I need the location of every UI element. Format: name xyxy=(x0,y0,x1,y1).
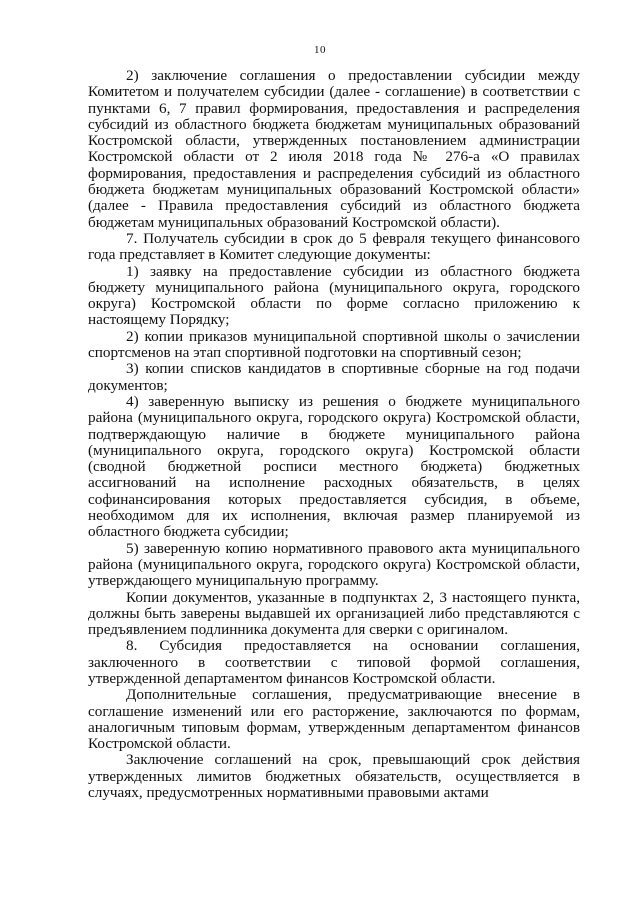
paragraph-school-orders: 2) копии приказов муниципальной спортивной школы о зачислении спортсменов на этап спортивной подготовки на спортивный сезон; xyxy=(88,327,580,362)
document-body xyxy=(88,68,580,801)
paragraph-budget-extract: 4) заверенную выписку из решения о бюджете муниципального района (муниципального округа, городского округа) Костромской области, подтверждающую наличие в бюджете муниципального района (муниципального округа, городского округа) Костромской области (сводной бюджетной росписи местного бюджета) бюджетных ассигнований на исполнение расходных обязательств, в целях софинансирования которых предоставляется субсидия, в объеме, необходимом для их исполнения, включая размер планируемой из областного бюджета субсидии; xyxy=(88,392,580,541)
paragraph-item-7: 7. Получатель субсидии в срок до 5 февраля текущего финансового года представляет в Комитет следующие документы: xyxy=(88,229,580,264)
paragraph-item-8: 8. Субсидия предоставляется на основании соглашения, заключенного в соответствии с типовой формой соглашения, утвержденной департаментом финансов Костромской области. xyxy=(88,637,580,687)
paragraph-document-copies: Копии документов, указанные в подпунктах 2, 3 настоящего пункта, должны быть заверены выдавшей их организацией либо представляются с предъявлением подлинника документа для сверки с оригиналом. xyxy=(88,588,580,639)
paragraph-additional-agreements: Дополнительные соглашения, предусматривающие внесение в соглашение изменений или его расторжение, заключаются по формам, аналогичным типовым формам, утвержденным департаментом финансов Костромской области. xyxy=(88,686,580,753)
page-number: 10 xyxy=(314,44,326,56)
paragraph-subsidy-agreement: 2) заключение соглашения о предоставлении субсидии между Комитетом и получателем субсидии (далее - соглашение) в соответствии с пунктами 6, 7 правил формирования, предоставления и распределения субсидий из областного бюджета бюджетам муниципальных образований Костромской области, утвержденных постановлением администрации Костромской области от 2 июля 2018 года № 276-а «О правилах формирования, предоставления и распределения субсидий из областного бюджета бюджетам муниципальных образований Костромской области» (далее - Правила предоставления субсидий из областного бюджета бюджетам муниципальных образований Костромской области). xyxy=(88,67,580,231)
paragraph-candidate-lists: 3) копии списков кандидатов в спортивные сборные на год подачи документов; xyxy=(88,360,580,394)
paragraph-agreement-term: Заключение соглашений на срок, превышающий срок действия утвержденных лимитов бюджетных обязательств, осуществляется в случаях, предусмотренных нормативными правовыми актами xyxy=(88,751,580,802)
paragraph-application: 1) заявку на предоставление субсидии из областного бюджета бюджету муниципального района (муниципального округа, городского округа) Костромской области по форме согласно приложению к настоящему Порядку; xyxy=(88,262,580,329)
paragraph-legal-act-copy: 5) заверенную копию нормативного правового акта муниципального района (муниципального округа, городского округа) Костромской области, утверждающего муниципальную программу. xyxy=(88,539,580,590)
